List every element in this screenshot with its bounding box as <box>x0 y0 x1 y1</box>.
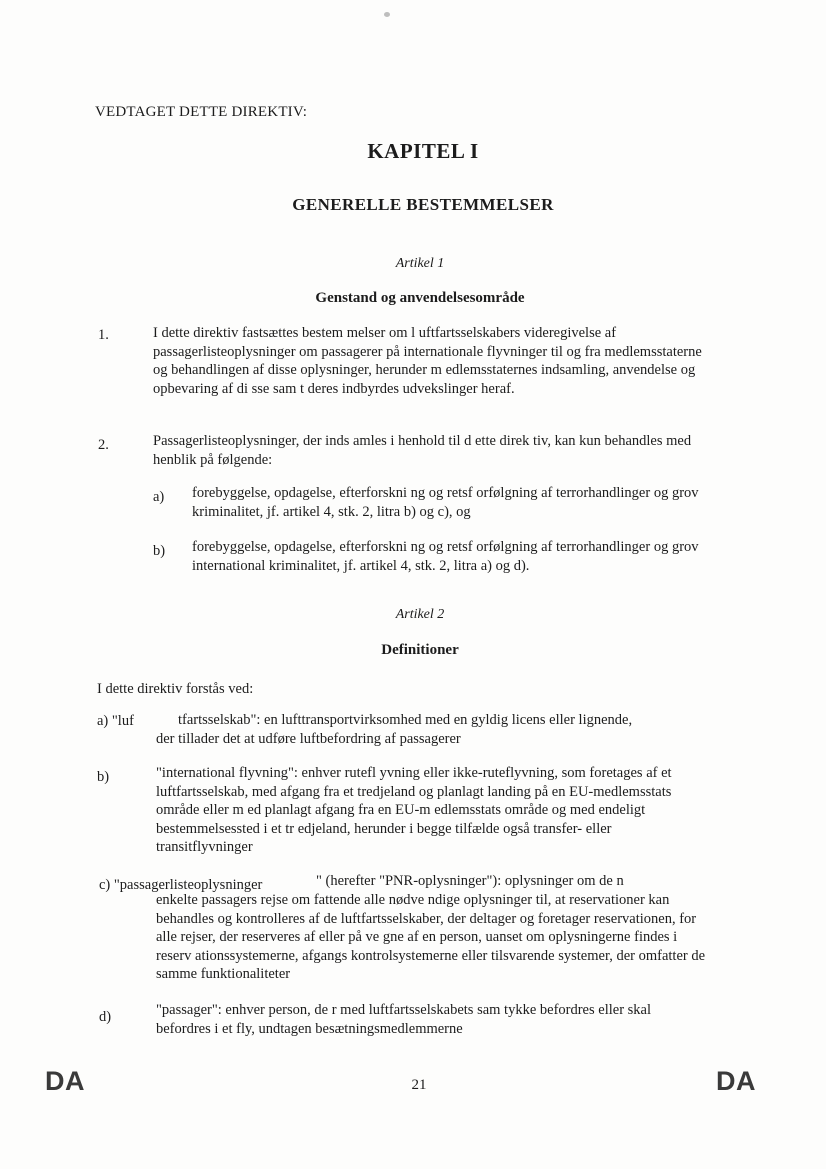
article-2-label: Artikel 2 <box>395 607 445 622</box>
definition-letter: a) "luf <box>97 713 134 729</box>
paragraph-number: 1. <box>98 327 109 343</box>
language-code-left: DA <box>45 1066 85 1096</box>
paragraph-text: Passagerlisteoplysninger, der inds amles i henhold til d ette direk tiv, kan kun behandles med henblik på følgende: <box>153 433 692 468</box>
definition-text: "passager": enhver person, de r med luftfartsselskabets sam tykke befordres eller skal befordres i et fly, undtagen besætningsmedlemmerne <box>156 1002 652 1037</box>
chapter-subtitle: GENERELLE BESTEMMELSER <box>292 195 554 214</box>
definition-text-rest: enkelte passagers rejse om fattende alle nødve ndige oplysninger til, at reservationer kan behandles og kontrolleres af de luftfartsselskaber, der deltager og foretager reservationen, for alle rejser, der reserveres af eller på ve gne af en person, uanset om oplysningerne findes i reserv ationssystemerne, afgangs kontrolsystemerne eller tilsvarende systemer, der omfatter de samme funktionaliteter <box>156 892 706 982</box>
page-number: 21 <box>411 1077 427 1093</box>
scan-artifact <box>384 12 390 17</box>
definitions-lead: I dette direktiv forstås ved: <box>97 681 254 697</box>
language-code-right: DA <box>716 1066 756 1096</box>
subitem-text: forebyggelse, opdagelse, efterforskni ng og retsf orfølgning af terrorhandlinger og grov international kriminalitet, jf. artikel 4, stk. 2, litra a) og d). <box>192 539 699 574</box>
intro-heading: VEDTAGET DETTE DIREKTIV: <box>95 104 308 120</box>
article-1-title: Genstand og anvendelsesområde <box>315 290 525 306</box>
subitem-text: forebyggelse, opdagelse, efterforskni ng og retsf orfølgning af terrorhandlinger og grov kriminalitet, jf. artikel 4, stk. 2, litra b) og c), og <box>192 485 699 520</box>
definition-letter: d) <box>99 1009 112 1025</box>
chapter-title: KAPITEL I <box>367 139 479 163</box>
definition-text-first-line: tfartsselskab": en lufttransportvirksomhed med en gyldig licens eller lignende, <box>178 712 633 728</box>
paragraph-text: I dette direktiv fastsættes bestem melser om l uftfartsselskabers videregivelse af passagerlisteoplysninger om passagerer på internationale flyvninger til og fra medlemsstaterne og behandlingen af disse oplysninger, herunder m edlemsstaternes indsamling, anvendelse og opbevaring af di sse sam t deres indbyrdes udvekslinger heraf. <box>153 325 702 397</box>
subitem-letter: a) <box>153 489 165 505</box>
definition-text: "international flyvning": enhver rutefl yvning eller ikke-ruteflyvning, som foretages af et luftfartsselskab, med afgang fra et tredjeland og planlagt landing på en EU-medlemsstats område eller m ed planlagt afgang fra en EU-m edlemsstats område og med endeligt bestemmelsessted i et tr edjeland, herunder i begge tilfælde også transfer- eller transitflyvninger <box>156 765 672 855</box>
article-1-label: Artikel 1 <box>395 256 445 271</box>
definition-letter: c) "passagerlisteoplysninger <box>99 877 263 893</box>
definition-letter: b) <box>97 769 110 785</box>
article-2-title: Definitioner <box>381 642 459 658</box>
paragraph-number: 2. <box>98 437 109 453</box>
subitem-letter: b) <box>153 543 166 559</box>
definition-text-first-line: " (herefter "PNR-oplysninger"): oplysninger om de n <box>316 873 624 889</box>
definition-text-rest: der tillader det at udføre luftbefordring af passagerer <box>156 731 461 747</box>
